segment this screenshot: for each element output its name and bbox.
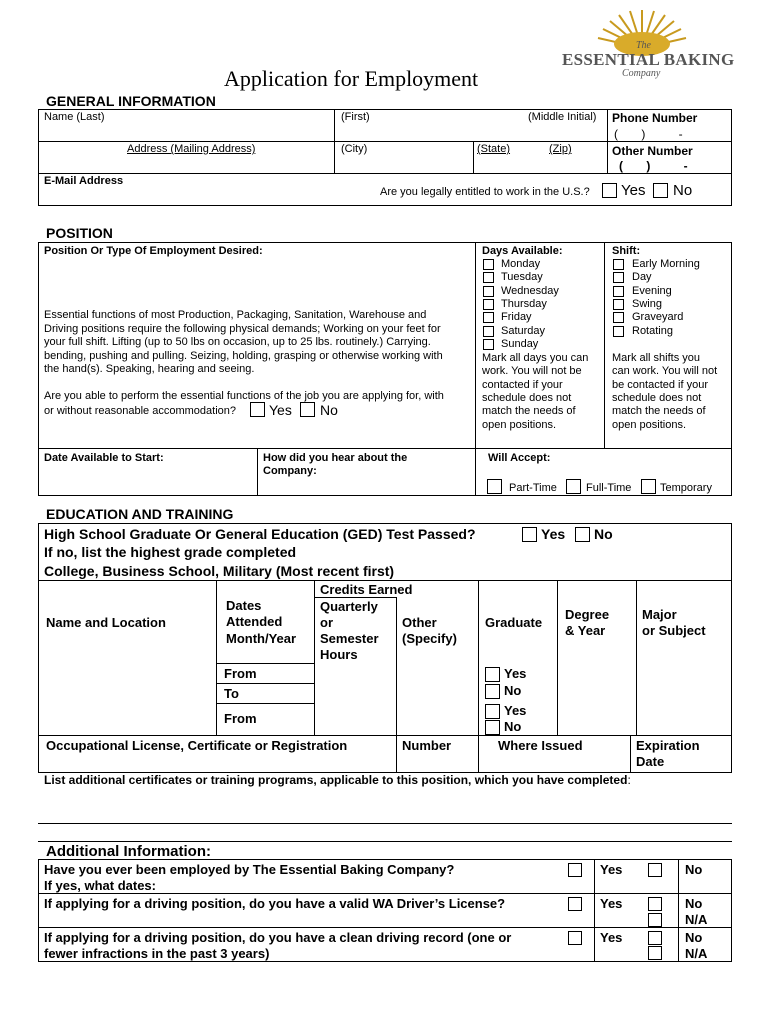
rule bbox=[38, 109, 732, 110]
employed-yes-label: Yes bbox=[600, 862, 623, 877]
zip-label: (Zip) bbox=[549, 143, 572, 155]
day-label-tuesday: Tuesday bbox=[501, 271, 543, 283]
day-label-wednesday: Wednesday bbox=[501, 285, 559, 297]
shift-label-graveyard: Graveyard bbox=[632, 311, 684, 323]
rule bbox=[731, 859, 732, 961]
able-question-line1: Are you able to perform the essential functions of the job you are applying for, with bbox=[44, 390, 444, 402]
address-field[interactable] bbox=[40, 156, 332, 172]
highest-grade-label: If no, list the highest grade completed bbox=[44, 544, 297, 560]
shift-checkbox-evening[interactable] bbox=[613, 286, 624, 297]
rule bbox=[216, 663, 314, 664]
other-number-field[interactable]: ( ) - bbox=[619, 159, 688, 173]
rule bbox=[38, 173, 732, 174]
driving-record-question-line2: fewer infractions in the past 3 years) bbox=[44, 946, 270, 961]
graduate-1-yes-checkbox[interactable] bbox=[485, 667, 500, 682]
col-name-location: Name and Location bbox=[46, 615, 166, 630]
date-start-label: Date Available to Start: bbox=[44, 452, 164, 464]
rule bbox=[604, 242, 605, 448]
rule bbox=[314, 597, 396, 598]
able-question-line2: or without reasonable accommodation? bbox=[44, 405, 237, 417]
license-na-checkbox[interactable] bbox=[648, 913, 662, 927]
temporary-label: Temporary bbox=[660, 482, 712, 494]
company-logo bbox=[556, 6, 735, 82]
record-no-checkbox[interactable] bbox=[648, 931, 662, 945]
credits-earned-label: Credits Earned bbox=[320, 582, 413, 597]
additional-certificates-field[interactable] bbox=[40, 790, 730, 822]
education-heading: EDUCATION AND TRAINING bbox=[46, 506, 234, 522]
rule bbox=[257, 448, 258, 495]
graduate-1-no-checkbox[interactable] bbox=[485, 684, 500, 699]
rule bbox=[630, 735, 631, 772]
to-label: To bbox=[224, 686, 239, 701]
position-desired-field[interactable] bbox=[40, 260, 472, 304]
part-time-checkbox[interactable] bbox=[487, 479, 502, 494]
hs-yes-label: Yes bbox=[541, 526, 566, 542]
day-checkbox-sunday[interactable] bbox=[483, 339, 494, 350]
rule bbox=[38, 893, 732, 894]
email-field[interactable] bbox=[40, 188, 370, 204]
days-note-line: contacted if your bbox=[482, 379, 563, 391]
rule bbox=[731, 109, 732, 205]
logo-name: ESSENTIAL BAKING bbox=[562, 50, 735, 69]
temporary-checkbox[interactable] bbox=[641, 479, 656, 494]
rule bbox=[478, 580, 479, 772]
rule bbox=[38, 961, 732, 962]
from-label: From bbox=[224, 666, 257, 681]
days-note-line: match the needs of bbox=[482, 405, 576, 417]
rule bbox=[731, 242, 732, 495]
rule bbox=[678, 859, 679, 961]
license-no-label: No bbox=[685, 896, 703, 911]
legal-no-checkbox[interactable] bbox=[653, 183, 668, 198]
rule bbox=[216, 580, 217, 735]
address-label: Address (Mailing Address) bbox=[127, 143, 256, 155]
rule bbox=[38, 448, 732, 449]
shift-checkbox-day[interactable] bbox=[613, 272, 624, 283]
zip-field[interactable] bbox=[537, 156, 605, 172]
rule bbox=[334, 109, 335, 173]
rule bbox=[636, 580, 637, 735]
graduate-2-yes-label: Yes bbox=[504, 703, 527, 718]
license-question: If applying for a driving position, do you have a valid WA Driver’s License? bbox=[44, 896, 506, 911]
day-label-saturday: Saturday bbox=[501, 325, 546, 337]
day-label-sunday: Sunday bbox=[501, 338, 539, 350]
hs-no-label: No bbox=[594, 526, 613, 542]
logo-the: The bbox=[636, 40, 651, 51]
employed-no-label: No bbox=[685, 862, 703, 877]
last-name-label: Name (Last) bbox=[44, 111, 105, 123]
hs-yes-checkbox[interactable] bbox=[522, 527, 537, 542]
hear-about-label-line1: How did you hear about the bbox=[263, 452, 408, 464]
part-time-label: Part-Time bbox=[509, 482, 557, 494]
logo-company: Company bbox=[622, 68, 661, 79]
rule bbox=[38, 523, 39, 772]
college-label: College, Business School, Military (Most recent first) bbox=[44, 563, 395, 579]
license-na-label: N/A bbox=[685, 912, 708, 927]
employed-no-checkbox[interactable] bbox=[648, 863, 662, 877]
day-checkbox-tuesday[interactable] bbox=[483, 272, 494, 283]
will-accept-label: Will Accept: bbox=[488, 452, 551, 464]
rule bbox=[38, 109, 39, 205]
legal-no-label: No bbox=[673, 182, 693, 199]
shift-note-line: can work. You will not bbox=[612, 365, 718, 377]
middle-initial-field[interactable] bbox=[524, 124, 606, 140]
position-heading: POSITION bbox=[46, 225, 113, 241]
day-label-thursday: Thursday bbox=[501, 298, 547, 310]
middle-initial-label: (Middle Initial) bbox=[528, 111, 597, 123]
legal-yes-checkbox[interactable] bbox=[602, 183, 617, 198]
hear-about-field[interactable] bbox=[260, 479, 472, 493]
rule bbox=[607, 109, 608, 173]
rule bbox=[38, 859, 732, 860]
rule bbox=[38, 859, 39, 961]
general-heading: GENERAL INFORMATION bbox=[46, 93, 216, 109]
col-quarterly-line: Hours bbox=[320, 647, 358, 662]
record-na-checkbox[interactable] bbox=[648, 946, 662, 960]
shift-label-swing: Swing bbox=[632, 298, 662, 310]
graduate-2-no-checkbox[interactable] bbox=[485, 720, 500, 735]
graduate-2-yes-checkbox[interactable] bbox=[485, 704, 500, 719]
rule bbox=[38, 141, 732, 142]
rule bbox=[594, 859, 595, 961]
hs-no-checkbox[interactable] bbox=[575, 527, 590, 542]
able-no-label: No bbox=[320, 402, 338, 418]
record-yes-label: Yes bbox=[600, 930, 623, 945]
expiration-line: Expiration bbox=[636, 738, 700, 753]
rule bbox=[473, 141, 474, 173]
col-degree-line: & Year bbox=[565, 623, 606, 638]
rule bbox=[475, 242, 476, 495]
shift-label-rotating: Rotating bbox=[632, 325, 673, 337]
day-checkbox-saturday[interactable] bbox=[483, 326, 494, 337]
rule bbox=[557, 580, 558, 735]
additional-heading: Additional Information: bbox=[46, 843, 211, 860]
shift-note-line: match the needs of bbox=[612, 405, 706, 417]
col-other-line: (Specify) bbox=[402, 631, 457, 646]
day-checkbox-monday[interactable] bbox=[483, 259, 494, 270]
record-no-label: No bbox=[685, 930, 703, 945]
rule bbox=[38, 841, 732, 842]
day-checkbox-thursday[interactable] bbox=[483, 299, 494, 310]
rule bbox=[38, 205, 732, 206]
day-label-monday: Monday bbox=[501, 258, 541, 270]
graduate-2-no-label: No bbox=[504, 719, 522, 734]
rule bbox=[38, 823, 732, 824]
rule bbox=[38, 735, 732, 736]
days-note-line: schedule does not bbox=[482, 392, 572, 404]
full-time-checkbox[interactable] bbox=[566, 479, 581, 494]
phone-field[interactable]: ( ) - bbox=[614, 127, 683, 141]
rule bbox=[38, 580, 732, 581]
col-major-line: Major bbox=[642, 607, 677, 622]
shift-checkbox-swing[interactable] bbox=[613, 299, 624, 310]
able-yes-checkbox[interactable] bbox=[250, 402, 265, 417]
where-issued-label: Where Issued bbox=[498, 738, 583, 753]
col-other-line: Other bbox=[402, 615, 437, 630]
shift-note-line: open positions. bbox=[612, 419, 686, 431]
rule bbox=[216, 683, 314, 684]
record-yes-checkbox[interactable] bbox=[568, 931, 582, 945]
day-checkbox-friday[interactable] bbox=[483, 312, 494, 323]
position-desired-label: Position Or Type Of Employment Desired: bbox=[44, 245, 263, 257]
city-label: (City) bbox=[341, 143, 368, 155]
legal-yes-label: Yes bbox=[621, 182, 646, 199]
first-name-field[interactable] bbox=[336, 124, 522, 140]
legal-question: Are you legally entitled to work in the U.S.? bbox=[380, 186, 590, 198]
rule bbox=[314, 580, 315, 735]
other-number-label: Other Number bbox=[612, 144, 693, 158]
school-1-name-field[interactable] bbox=[40, 664, 214, 702]
days-note-line: work. You will not be bbox=[482, 365, 582, 377]
days-available-label: Days Available: bbox=[482, 245, 563, 257]
col-dates-line: Month/Year bbox=[226, 631, 297, 646]
hear-about-label-line2: Company: bbox=[263, 465, 317, 477]
rule bbox=[38, 242, 732, 243]
list-additional-label bbox=[44, 773, 631, 787]
record-na-label: N/A bbox=[685, 946, 708, 961]
license-yes-checkbox[interactable] bbox=[568, 897, 582, 911]
able-no-checkbox[interactable] bbox=[300, 402, 315, 417]
list-additional-colon: : bbox=[627, 773, 631, 787]
rule bbox=[38, 927, 732, 928]
shift-checkbox-graveyard[interactable] bbox=[613, 312, 624, 323]
state-label: (State) bbox=[477, 143, 511, 155]
page-title: Application for Employment bbox=[224, 66, 479, 91]
hs-question: High School Graduate Or General Education (GED) Test Passed? bbox=[44, 526, 476, 542]
rule bbox=[396, 597, 397, 772]
shift-label: Shift: bbox=[612, 245, 641, 257]
col-degree-line: Degree bbox=[565, 607, 610, 622]
city-field[interactable] bbox=[336, 156, 471, 172]
license-label: Occupational License, Certificate or Registration bbox=[46, 738, 348, 753]
col-quarterly-line: Quarterly bbox=[320, 599, 378, 614]
able-yes-label: Yes bbox=[269, 402, 292, 418]
license-no-checkbox[interactable] bbox=[648, 897, 662, 911]
date-start-field[interactable] bbox=[40, 466, 254, 492]
employed-question: Have you ever been employed by The Essential Baking Company? bbox=[44, 862, 455, 877]
graduate-1-no-label: No bbox=[504, 683, 522, 698]
employed-dates-label: If yes, what dates: bbox=[44, 878, 156, 893]
rule bbox=[216, 703, 314, 704]
license-yes-label: Yes bbox=[600, 896, 623, 911]
shift-note-line: Mark all shifts you bbox=[612, 352, 701, 364]
rule bbox=[38, 495, 732, 496]
col-major-line: or Subject bbox=[642, 623, 706, 638]
essential-functions-text: Essential functions of most Production, Packaging, Sanitation, Warehouse and Driving positions require the following physical demands; Working on your feet for your full shift. Lifting (up to 50 lbs on occasion, up to 25 lbs. routinely.) Carrying. bending, pushing and pulling. Seizing, holding, grasping or otherwise working with the hand(s). Speaking, hearing and seeing. bbox=[44, 309, 443, 375]
last-name-field[interactable] bbox=[40, 124, 332, 140]
expiration-line: Date bbox=[636, 754, 665, 769]
list-additional-text: List additional certificates or training programs, applicable to this position, which you have completed bbox=[44, 773, 628, 787]
day-checkbox-wednesday[interactable] bbox=[483, 286, 494, 297]
shift-label-day: Day bbox=[632, 271, 652, 283]
license-number-label: Number bbox=[402, 738, 452, 753]
state-field[interactable] bbox=[475, 156, 535, 172]
rule bbox=[38, 242, 39, 495]
highest-grade-field[interactable] bbox=[330, 544, 728, 560]
shift-note-line: schedule does not bbox=[612, 392, 702, 404]
shift-checkbox-rotating[interactable] bbox=[613, 326, 624, 337]
days-note-line: open positions. bbox=[482, 419, 556, 431]
first-name-label: (First) bbox=[341, 111, 370, 123]
school-2-name-field[interactable] bbox=[40, 704, 214, 734]
phone-label: Phone Number bbox=[612, 111, 698, 125]
from-label: From bbox=[224, 711, 257, 726]
employed-yes-checkbox[interactable] bbox=[568, 863, 582, 877]
shift-checkbox-early-morning[interactable] bbox=[613, 259, 624, 270]
shift-note-line: be contacted if your bbox=[612, 379, 709, 391]
shift-label-early-morning: Early Morning bbox=[632, 258, 700, 270]
col-quarterly-line: or bbox=[320, 615, 333, 630]
col-dates-line: Dates bbox=[226, 598, 262, 613]
col-quarterly-line: Semester bbox=[320, 631, 379, 646]
day-label-friday: Friday bbox=[501, 311, 532, 323]
shift-label-evening: Evening bbox=[632, 285, 672, 297]
col-graduate: Graduate bbox=[485, 615, 543, 630]
email-label: E-Mail Address bbox=[44, 175, 124, 187]
rule bbox=[731, 523, 732, 772]
days-note-line: Mark all days you can bbox=[482, 352, 589, 364]
full-time-label: Full-Time bbox=[586, 482, 632, 494]
driving-record-question-line1: If applying for a driving position, do you have a clean driving record (one or bbox=[44, 930, 512, 945]
rule bbox=[38, 523, 732, 524]
col-dates-line: Attended bbox=[226, 614, 283, 629]
graduate-1-yes-label: Yes bbox=[504, 666, 527, 681]
